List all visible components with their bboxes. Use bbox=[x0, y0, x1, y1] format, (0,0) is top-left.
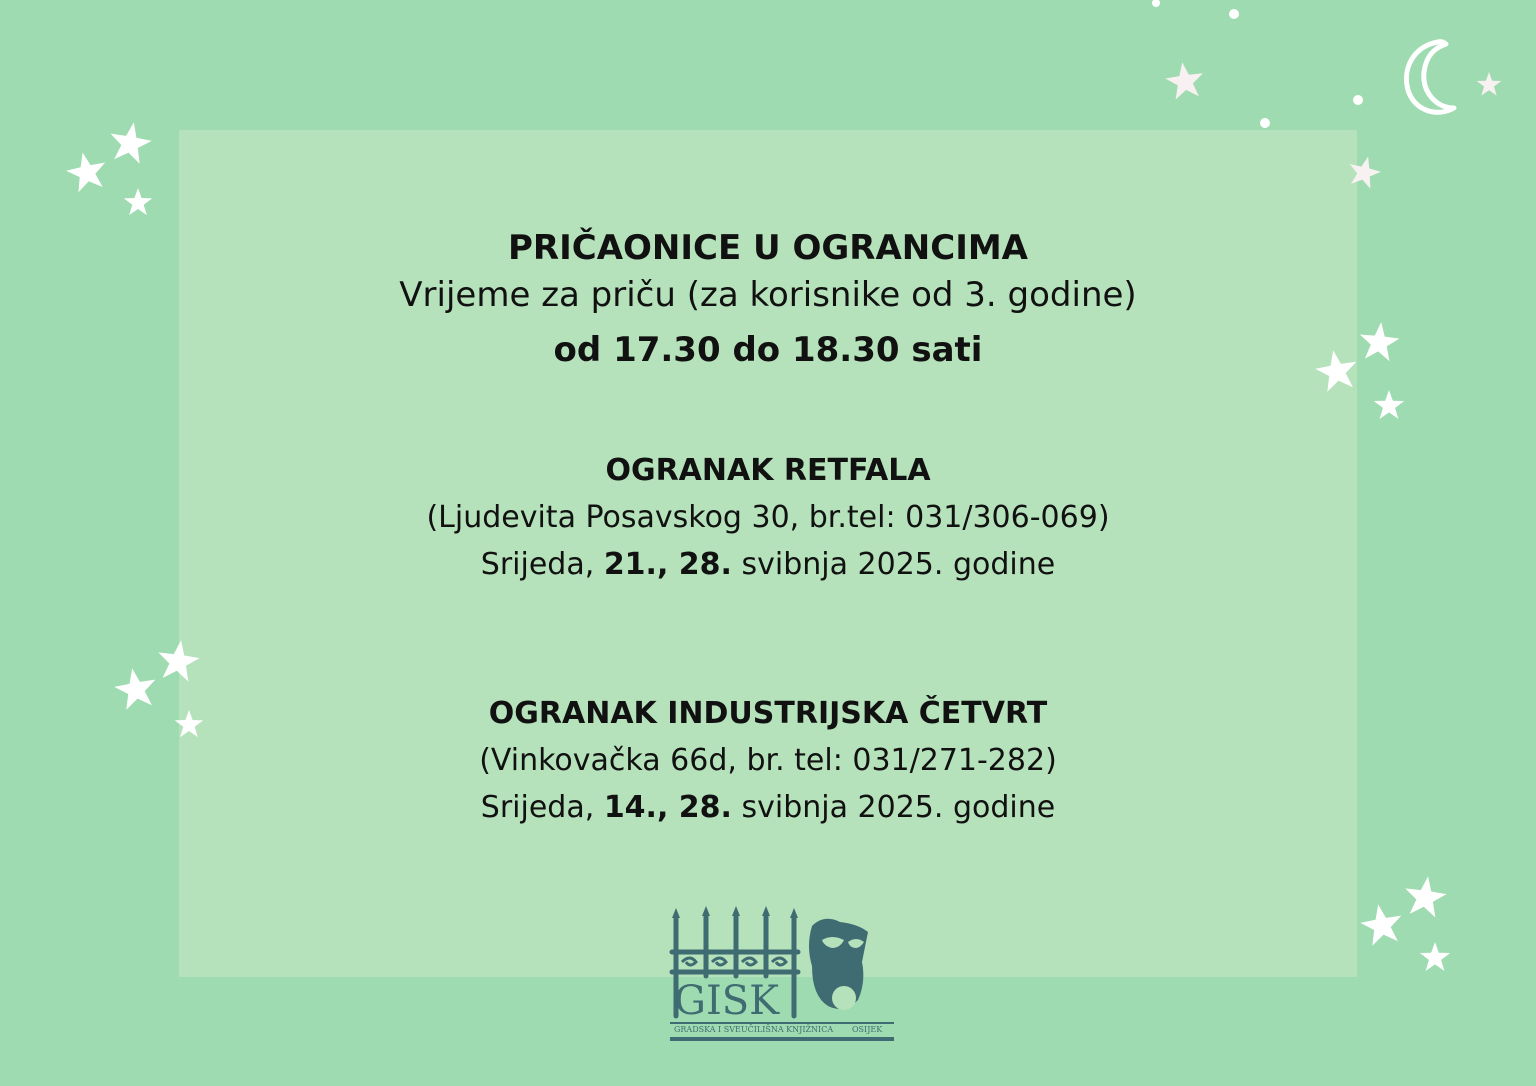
branch-address: (Ljudevita Posavskog 30, br.tel: 031/306-069) bbox=[426, 500, 1110, 535]
logo-city: OSIJEK bbox=[852, 1025, 883, 1034]
branch-industrijska bbox=[179, 691, 1357, 831]
star-icon bbox=[1347, 154, 1381, 192]
page-title: PRIČAONICE U OGRANCIMA bbox=[508, 228, 1028, 268]
dot-icon bbox=[1259, 117, 1271, 129]
branch-dates bbox=[179, 784, 1357, 831]
weekday: Srijeda, bbox=[480, 547, 604, 582]
star-icon bbox=[156, 640, 200, 684]
moon-icon bbox=[1398, 38, 1468, 118]
logo-tagline: GRADSKA I SVEUČILIŠNA KNJIŽNICA bbox=[674, 1025, 834, 1034]
main-content bbox=[179, 226, 1357, 831]
branch-address: (Vinkovačka 66d, br. tel: 031/271-282) bbox=[479, 743, 1057, 778]
date-numbers: 14., 28. bbox=[603, 790, 732, 825]
star-icon bbox=[1357, 322, 1401, 364]
branch-title: OGRANAK INDUSTRIJSKA ČETVRT bbox=[488, 696, 1048, 731]
star-icon bbox=[1402, 876, 1448, 920]
branch-dates bbox=[179, 541, 1357, 588]
branch-title: OGRANAK RETFALA bbox=[605, 453, 931, 488]
star-icon bbox=[1163, 62, 1207, 102]
star-icon bbox=[1314, 350, 1360, 394]
star-icon bbox=[173, 710, 205, 740]
dot-icon bbox=[1352, 94, 1364, 106]
branch-retfala bbox=[179, 448, 1357, 588]
star-icon bbox=[1476, 72, 1502, 98]
month-year: svibnja 2025. godine bbox=[731, 790, 1056, 825]
time-range: od 17.30 do 18.30 sati bbox=[553, 330, 983, 370]
star-icon bbox=[66, 152, 108, 194]
star-icon bbox=[123, 188, 153, 218]
logo-name: GISK bbox=[674, 978, 780, 1024]
star-icon bbox=[1373, 390, 1405, 422]
weekday: Srijeda, bbox=[480, 790, 604, 825]
star-icon bbox=[1419, 942, 1451, 974]
star-icon bbox=[1360, 904, 1404, 948]
page-subtitle: Vrijeme za priču (za korisnike od 3. godine) bbox=[399, 275, 1137, 315]
dot-icon bbox=[1150, 0, 1162, 12]
star-icon bbox=[114, 668, 158, 712]
month-year: svibnja 2025. godine bbox=[731, 547, 1056, 582]
star-icon bbox=[108, 122, 152, 166]
gisk-logo bbox=[666, 906, 898, 1046]
date-numbers: 21., 28. bbox=[603, 547, 732, 582]
dot-icon bbox=[1228, 8, 1240, 20]
